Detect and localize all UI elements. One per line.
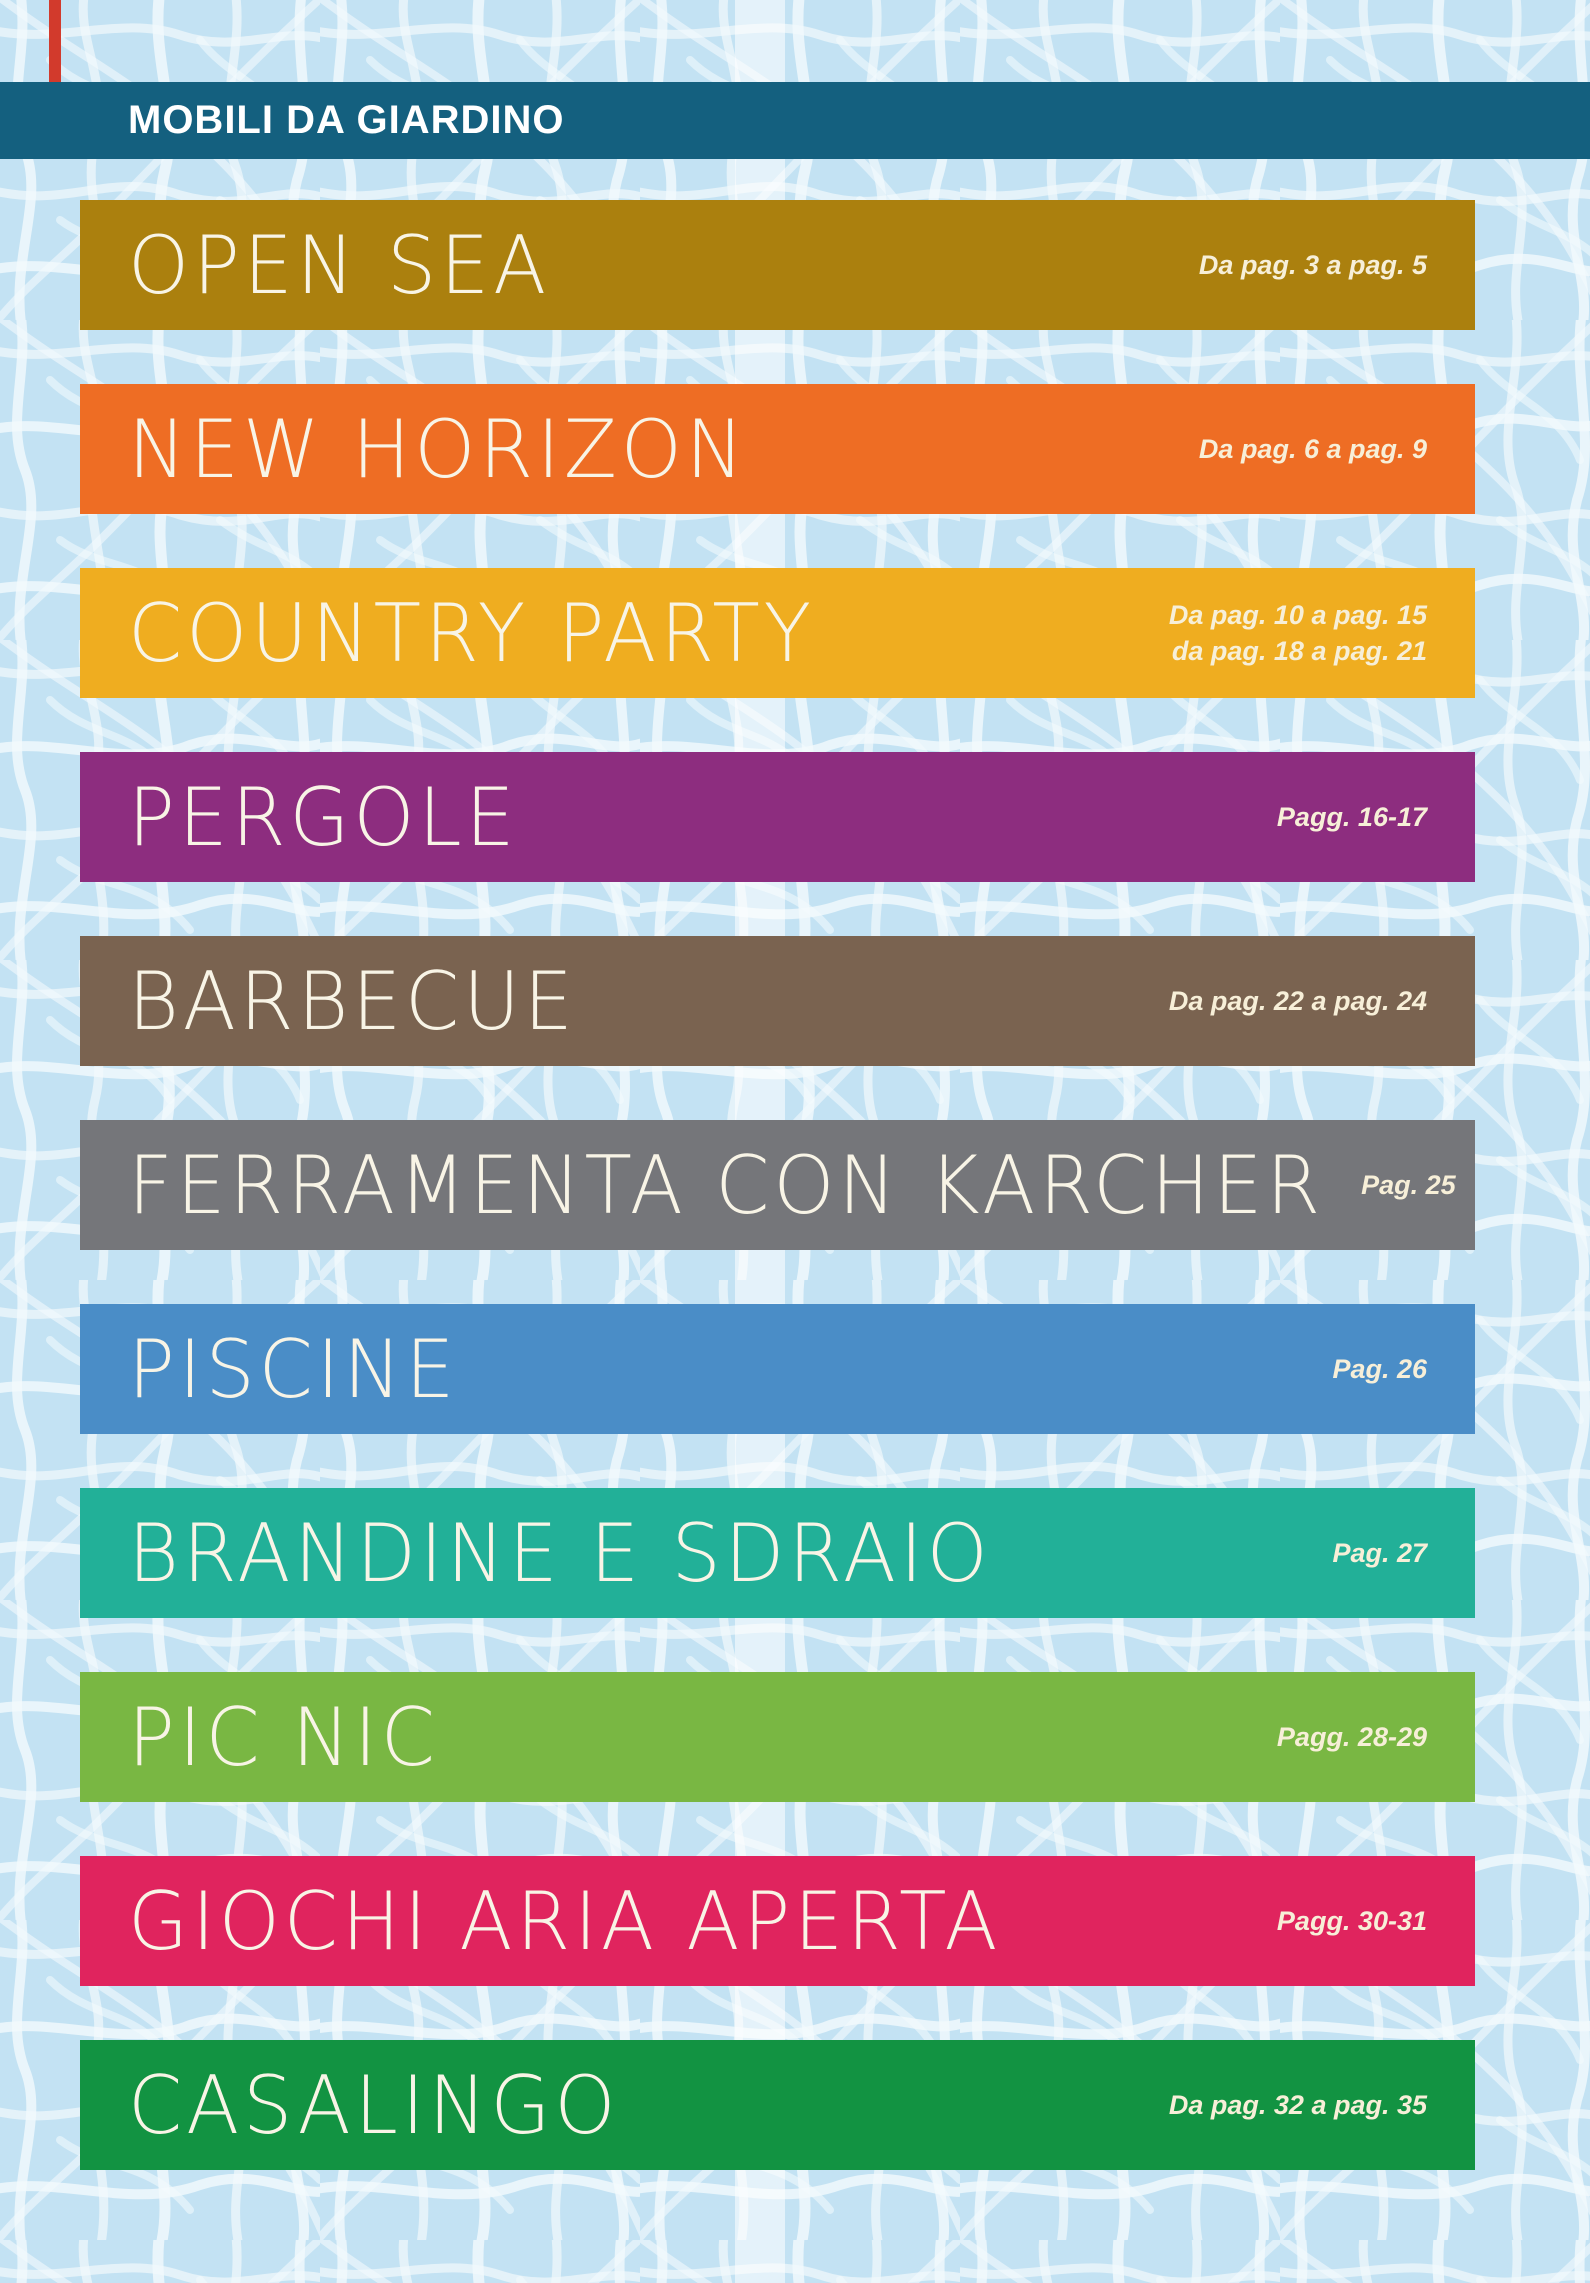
category-page-range: [1332, 1535, 1427, 1571]
page-range-line: Pag. 27: [1332, 1537, 1427, 1568]
category-bar[interactable]: [80, 1120, 1475, 1250]
page-range-line: Pag. 26: [1332, 1353, 1427, 1384]
category-title: FERRAMENTA CON KARCHER: [128, 1138, 1325, 1232]
page-range-line: Pag. 25: [1361, 1169, 1456, 1200]
category-bar[interactable]: [80, 1304, 1475, 1434]
category-index-list: [80, 200, 1475, 2170]
category-page-range: [1199, 247, 1427, 283]
category-page-range: [1361, 1167, 1456, 1203]
page-title: MOBILI DA GIARDINO: [128, 98, 565, 142]
page-range-line: Pagg. 30-31: [1276, 1905, 1427, 1936]
category-page-range: [1169, 983, 1427, 1019]
page-range-line: Pagg. 28-29: [1276, 1721, 1427, 1752]
page-header-bar: [0, 82, 1590, 159]
category-bar[interactable]: [80, 752, 1475, 882]
category-bar[interactable]: [80, 2040, 1475, 2170]
category-title: BARBECUE: [128, 954, 577, 1048]
category-title: PIC NIC: [128, 1690, 439, 1784]
category-bar[interactable]: [80, 1856, 1475, 1986]
category-title: PERGOLE: [128, 770, 519, 864]
page-range-line: da pag. 18 a pag. 21: [1171, 636, 1427, 666]
category-page-range: [1277, 799, 1427, 835]
category-page-range: [1277, 1903, 1427, 1939]
category-page-range: [1277, 1719, 1427, 1755]
category-bar[interactable]: [80, 1488, 1475, 1618]
page-range-line: Da pag. 6 a pag. 9: [1198, 433, 1427, 464]
category-title: OPEN SEA: [128, 218, 551, 312]
category-page-range: [1169, 597, 1427, 670]
category-title: COUNTRY PARTY: [128, 586, 815, 680]
page-range-line: Da pag. 3 a pag. 5: [1198, 249, 1427, 280]
category-title: NEW HORIZON: [128, 402, 748, 496]
category-title: GIOCHI ARIA APERTA: [128, 1874, 1002, 1968]
category-title: CASALINGO: [128, 2058, 620, 2152]
category-page-range: [1332, 1351, 1427, 1387]
category-page-range: [1199, 431, 1427, 467]
category-bar[interactable]: [80, 568, 1475, 698]
page-range-line: Da pag. 32 a pag. 35: [1168, 2089, 1427, 2120]
category-title: BRANDINE E SDRAIO: [128, 1506, 992, 1600]
category-bar[interactable]: [80, 1672, 1475, 1802]
page-range-line: Da pag. 10 a pag. 15: [1168, 599, 1427, 630]
page-range-line: Da pag. 22 a pag. 24: [1168, 985, 1427, 1016]
red-bookmark-mark: [49, 0, 61, 84]
page-range-line: Pagg. 16-17: [1276, 801, 1427, 832]
category-bar[interactable]: [80, 384, 1475, 514]
category-bar[interactable]: [80, 200, 1475, 330]
category-page-range: [1169, 2087, 1427, 2123]
category-bar[interactable]: [80, 936, 1475, 1066]
category-title: PISCINE: [128, 1322, 459, 1416]
